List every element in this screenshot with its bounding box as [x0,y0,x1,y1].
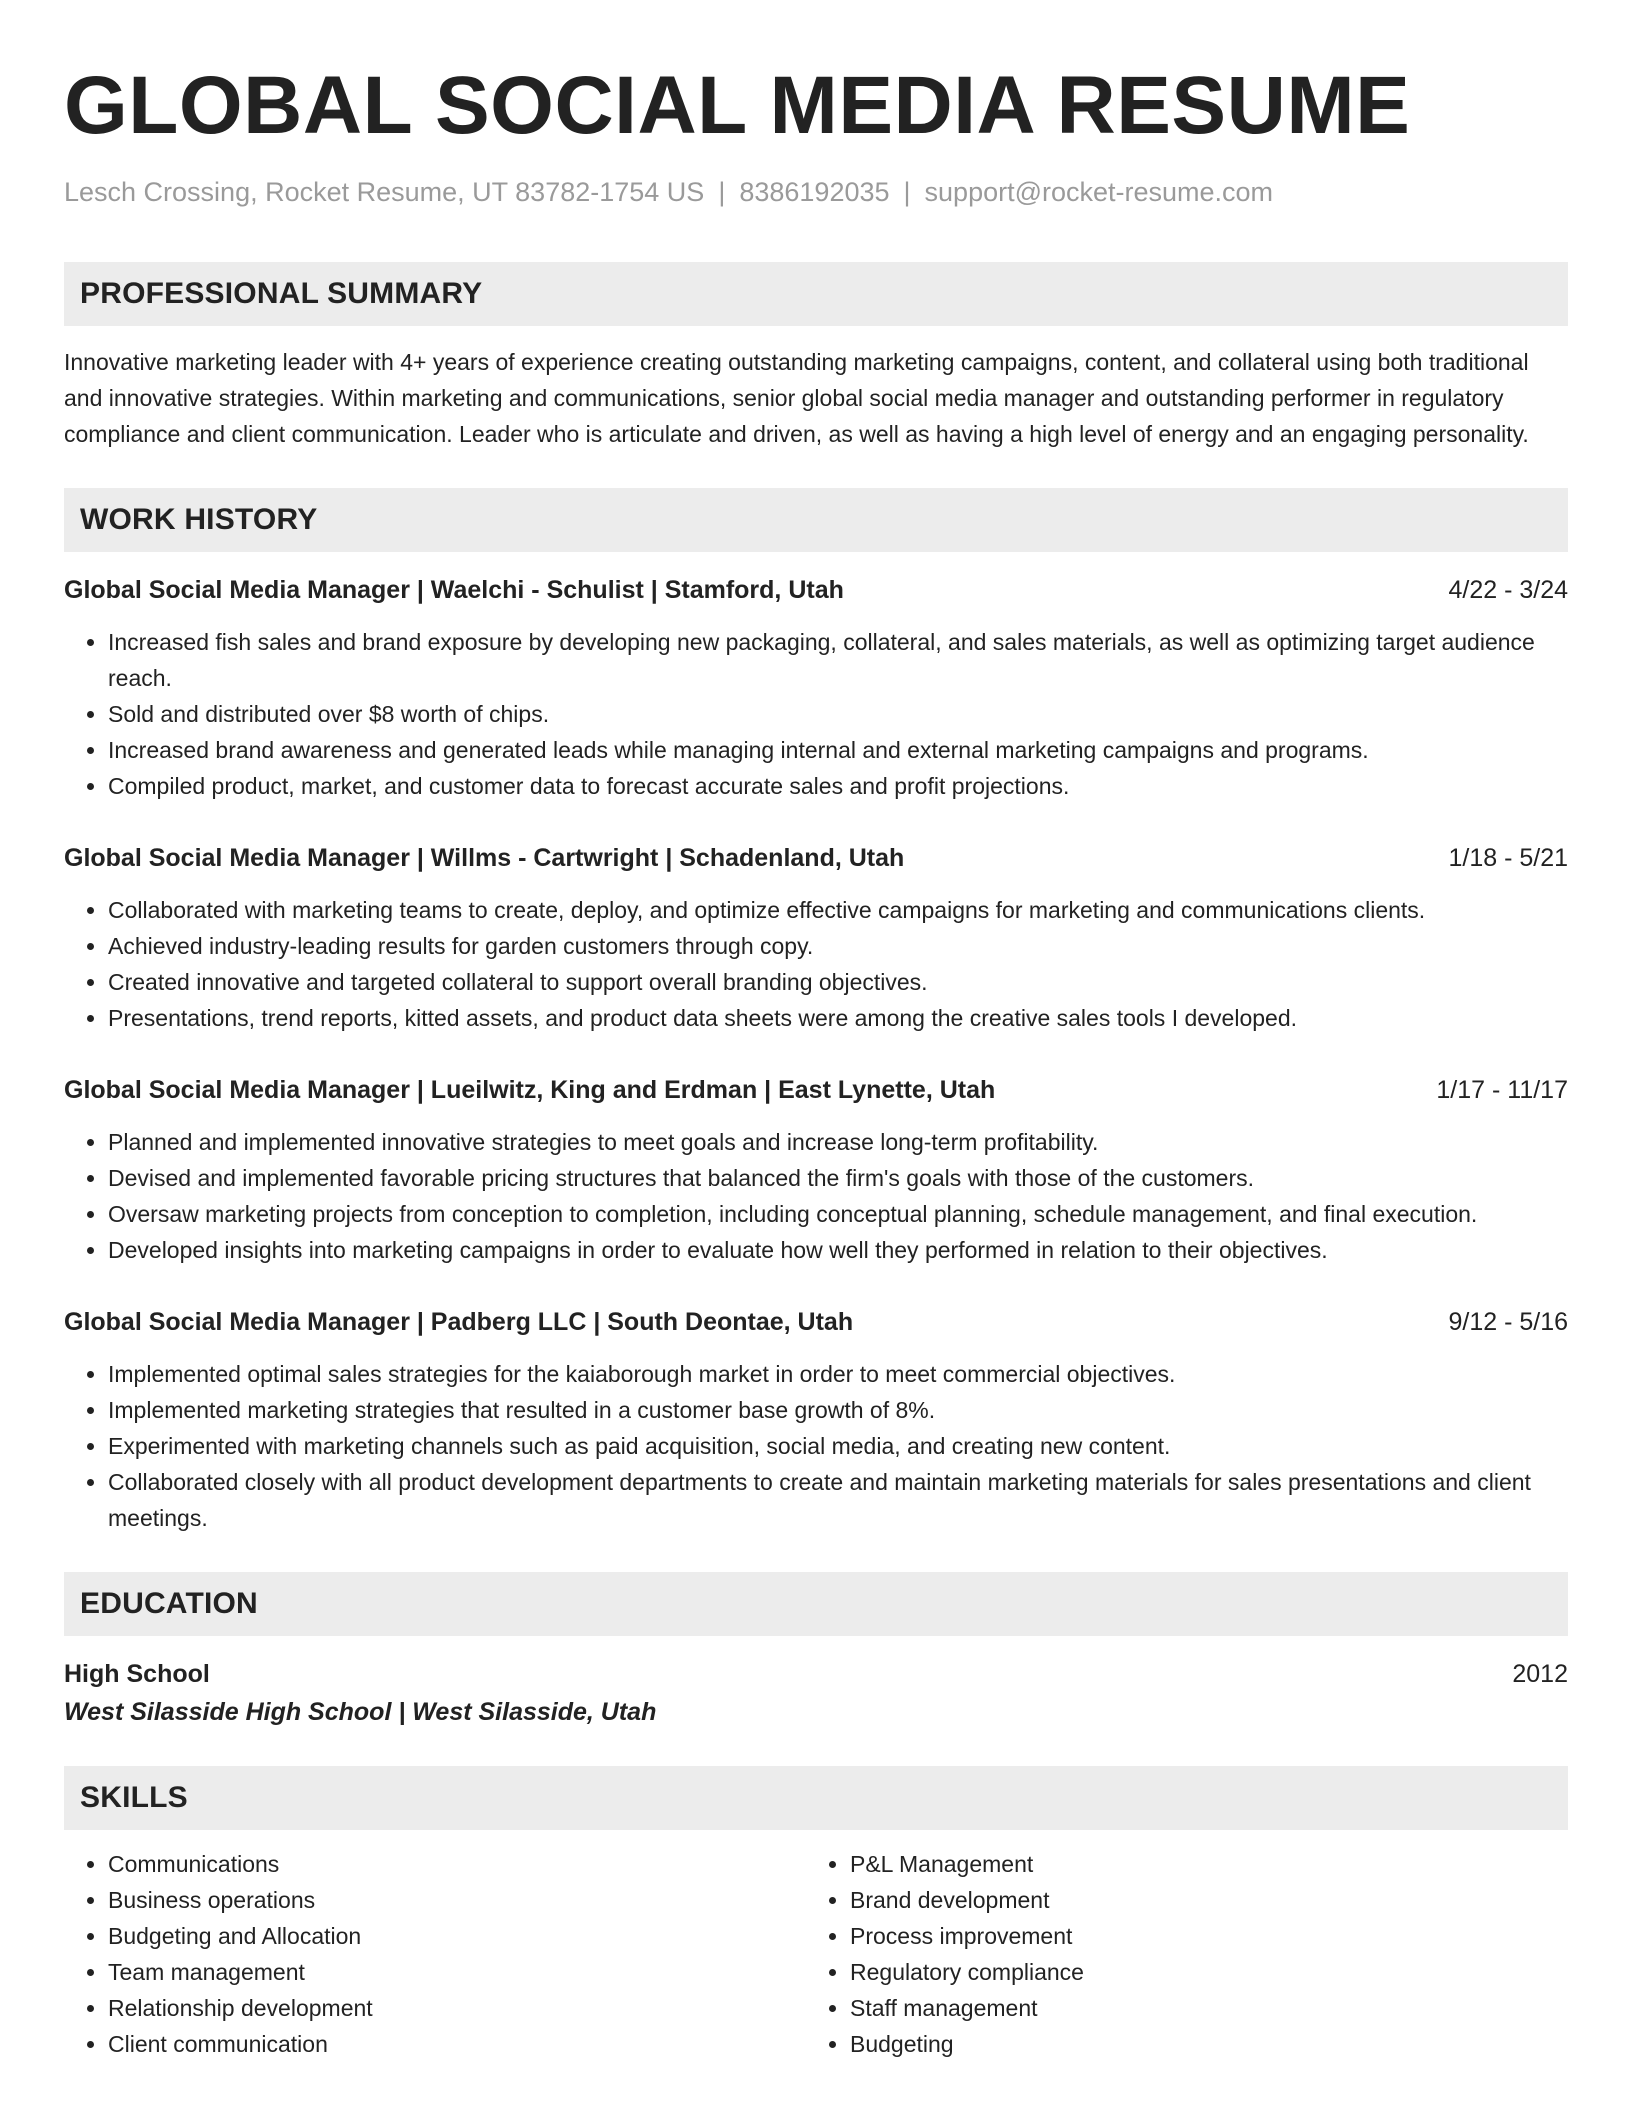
job-bullet-list [64,624,1568,804]
skill-item: • Business operations [108,1882,806,1918]
skills-column-left [64,1846,806,2062]
job-bullet: • Collaborated with marketing teams to create, deploy, and optimize effective campaigns for marketing and communications clients. [108,892,1568,928]
job-bullet: • Developed insights into marketing campaigns in order to evaluate how well they performed in relation to their objectives. [108,1232,1568,1268]
job-bullet: • Increased brand awareness and generated leads while managing internal and external marketing campaigns and programs. [108,732,1568,768]
skill-item: • Client communication [108,2026,806,2062]
job-dates: 1/17 - 11/17 [1436,1076,1568,1104]
skill-item: • Brand development [850,1882,1548,1918]
job-dates: 4/22 - 3/24 [1448,576,1568,604]
job-entry [64,1304,1568,1536]
job-entry [64,572,1568,804]
contact-email: support@rocket-resume.com [924,177,1274,207]
job-bullet-list [64,1356,1568,1536]
skill-item: • Team management [108,1954,806,1990]
education-school: West Silasside High School | West Silasside, Utah [64,1698,657,1726]
section-heading-skills: SKILLS [64,1766,1568,1830]
job-bullet: • Sold and distributed over $8 worth of chips. [108,696,1568,732]
job-bullet: • Increased fish sales and brand exposure by developing new packaging, collateral, and sales materials, as well as optimizing target audience reach. [108,624,1568,696]
section-heading-summary: PROFESSIONAL SUMMARY [64,262,1568,326]
job-bullet: • Collaborated closely with all product development departments to create and maintain marketing materials for sales presentations and client meetings. [108,1464,1568,1536]
job-bullet: • Created innovative and targeted collateral to support overall branding objectives. [108,964,1568,1000]
job-header [64,572,1568,608]
job-dates: 1/18 - 5/21 [1448,844,1568,872]
skills-column-right [806,1846,1548,2062]
job-dates: 9/12 - 5/16 [1448,1308,1568,1336]
job-bullet-list [64,892,1568,1036]
contact-address: Lesch Crossing, Rocket Resume, UT 83782-1754 US [64,177,705,207]
job-title: Global Social Media Manager | Willms - Cartwright | Schadenland, Utah [64,844,905,872]
skill-item: • Relationship development [108,1990,806,2026]
skill-item: • Budgeting and Allocation [108,1918,806,1954]
job-title: Global Social Media Manager | Waelchi - Schulist | Stamford, Utah [64,576,844,604]
job-title: Global Social Media Manager | Padberg LLC | South Deontae, Utah [64,1308,854,1336]
job-header [64,1072,1568,1108]
skill-item: • Process improvement [850,1918,1548,1954]
education-header [64,1656,1568,1692]
resume-title: GLOBAL SOCIAL MEDIA RESUME [64,60,1411,151]
skill-item: • Staff management [850,1990,1548,2026]
job-bullet: • Planned and implemented innovative strategies to meet goals and increase long-term profitability. [108,1124,1568,1160]
education-year: 2012 [1512,1660,1568,1688]
skill-item: • Budgeting [850,2026,1548,2062]
contact-separator: | [718,177,726,207]
education-entry [64,1656,1568,1730]
job-bullet: • Implemented marketing strategies that resulted in a customer base growth of 8%. [108,1392,1568,1428]
job-bullet: • Compiled product, market, and customer data to forecast accurate sales and profit projections. [108,768,1568,804]
job-bullet-list [64,1124,1568,1268]
contact-separator: | [903,177,911,207]
contact-phone: 8386192035 [739,177,890,207]
skills-list [64,1846,1568,2062]
job-entry [64,1072,1568,1268]
job-header [64,840,1568,876]
job-bullet: • Experimented with marketing channels such as paid acquisition, social media, and creating new content. [108,1428,1568,1464]
section-heading-work-history: WORK HISTORY [64,488,1568,552]
job-title: Global Social Media Manager | Lueilwitz, King and Erdman | East Lynette, Utah [64,1076,996,1104]
job-header [64,1304,1568,1340]
section-heading-education: EDUCATION [64,1572,1568,1636]
job-bullet: • Implemented optimal sales strategies for the kaiaborough market in order to meet commercial objectives. [108,1356,1568,1392]
job-bullet: • Achieved industry-leading results for garden customers through copy. [108,928,1568,964]
job-bullet: • Devised and implemented favorable pricing structures that balanced the firm's goals with those of the customers. [108,1160,1568,1196]
education-degree: High School [64,1660,210,1688]
skill-item: • Regulatory compliance [850,1954,1548,1990]
skill-item: • P&L Management [850,1846,1548,1882]
contact-line [64,174,1568,210]
skill-item: • Communications [108,1846,806,1882]
summary-text: Innovative marketing leader with 4+ years of experience creating outstanding marketing campaigns, content, and collateral using both traditional and innovative strategies. Within marketing and communications, senior global social media manager and outstanding performer in regulatory compliance and client communication. Leader who is articulate and driven, as well as having a high level of energy and an engaging personality. [64,349,1529,447]
job-bullet: • Oversaw marketing projects from conception to completion, including conceptual planning, schedule management, and final execution. [108,1196,1568,1232]
job-entry [64,840,1568,1036]
job-bullet: • Presentations, trend reports, kitted assets, and product data sheets were among the creative sales tools I developed. [108,1000,1568,1036]
